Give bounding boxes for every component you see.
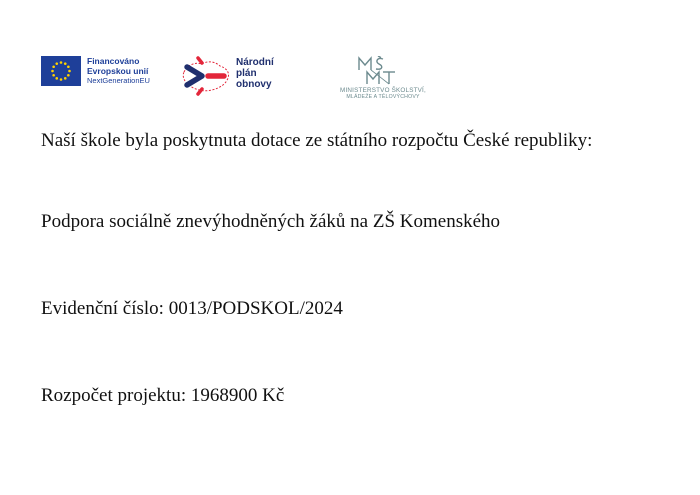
eu-funding-logo	[41, 56, 150, 86]
msmt-mark-icon	[357, 56, 407, 86]
grant-statement: Naší škole byla poskytnuta dotace ze státního rozpočtu České republiky:	[41, 130, 593, 151]
project-budget: Rozpočet projektu: 1968900 Kč	[41, 385, 285, 406]
npo-logo	[180, 54, 274, 98]
project-name: Podpora sociálně znevýhodněných žáků na ZŠ Komenského	[41, 211, 501, 232]
eu-logo-line3: NextGenerationEU	[87, 76, 150, 85]
notice-content	[41, 122, 641, 406]
eu-logo-text	[87, 56, 150, 86]
msmt-caption	[333, 87, 433, 101]
npo-logo-text	[236, 57, 274, 90]
npo-logo-line1: Národní	[236, 57, 274, 68]
npo-logo-line2: plán	[236, 68, 257, 79]
msmt-caption-line2: MLÁDEŽE A TĚLOVÝCHOVY	[346, 94, 420, 100]
npo-mark-icon	[180, 54, 232, 98]
eu-flag-icon	[41, 56, 81, 86]
msmt-logo	[333, 56, 433, 100]
eu-logo-line2: Evropskou unií	[87, 66, 149, 76]
logo-header	[0, 0, 700, 110]
npo-logo-line3: obnovy	[236, 79, 272, 90]
registration-number: Evidenční číslo: 0013/PODSKOL/2024	[41, 298, 343, 319]
msmt-caption-line1: MINISTERSTVO ŠKOLSTVÍ,	[340, 87, 426, 94]
eu-logo-line1: Financováno	[87, 56, 140, 66]
